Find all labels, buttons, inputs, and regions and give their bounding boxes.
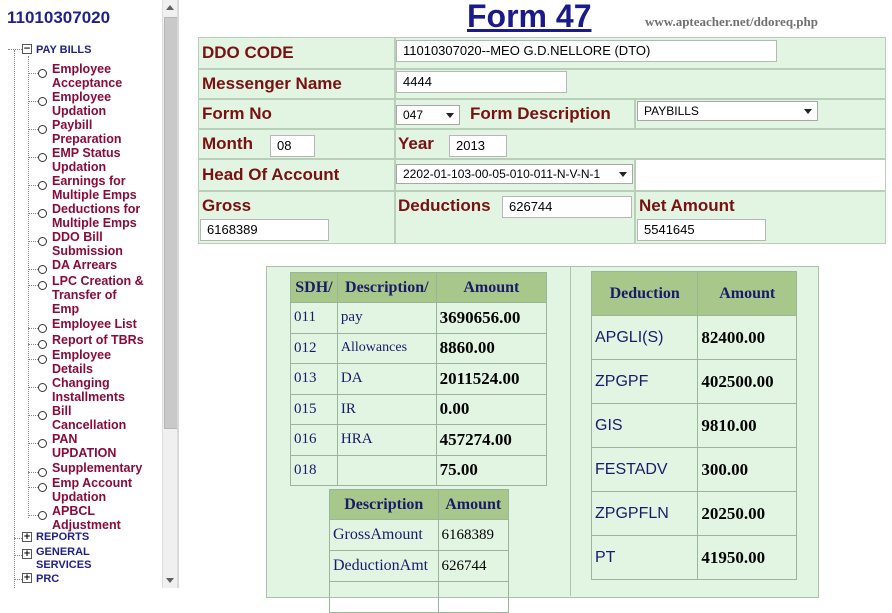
expand-general-services-icon[interactable]: + xyxy=(23,549,31,559)
form-description-label: Form Description xyxy=(470,104,611,123)
col-header-amount: Amount xyxy=(436,273,546,303)
col-header-deduction: Deduction xyxy=(592,272,698,316)
table-row: GrossAmount 6168389 xyxy=(330,520,509,551)
deductions-label: Deductions xyxy=(398,196,491,215)
bullet-icon xyxy=(38,125,47,134)
scroll-down-icon[interactable] xyxy=(166,578,174,583)
tree-line xyxy=(14,50,15,588)
table-row: DeductionAmt 626744 xyxy=(330,551,509,582)
net-amount-field[interactable]: 5541645 xyxy=(637,219,766,241)
bullet-icon xyxy=(38,439,47,448)
bullet-icon xyxy=(38,483,47,492)
form-no-select[interactable]: 047 xyxy=(396,105,460,125)
table-row: ZPGPF 402500.00 xyxy=(592,360,797,404)
table-row: 016 HRA 457274.00 xyxy=(291,425,547,456)
site-url: www.apteacher.net/ddoreq.php xyxy=(645,14,818,29)
tree-group-reports[interactable]: REPORTS xyxy=(36,531,90,543)
bullet-icon xyxy=(38,511,47,520)
table-row: ZPGPFLN 20250.00 xyxy=(592,492,797,536)
tree-branch xyxy=(14,579,22,580)
form-cell xyxy=(635,159,886,191)
chevron-down-icon xyxy=(619,172,627,177)
table-row: GIS 9810.00 xyxy=(592,404,797,448)
table-row: 018 75.00 xyxy=(291,455,547,486)
earnings-table xyxy=(290,272,547,486)
collapse-pay-bills-icon[interactable]: − xyxy=(23,44,31,54)
col-header-description: Description xyxy=(330,490,439,520)
month-label: Month xyxy=(202,134,253,153)
tree-branch xyxy=(14,555,22,556)
expand-prc-icon[interactable]: + xyxy=(23,573,31,583)
panel-divider xyxy=(570,266,571,596)
bullet-icon xyxy=(38,324,47,333)
col-header-sdh: SDH/ xyxy=(291,273,338,303)
tree-group-prc[interactable]: PRC xyxy=(36,573,60,585)
gross-label: Gross xyxy=(202,196,252,215)
table-row: 015 IR 0.00 xyxy=(291,394,547,425)
bullet-icon xyxy=(38,340,47,349)
deduction-table xyxy=(591,271,797,580)
ddo-code-field[interactable]: 11010307020--MEO G.D.NELLORE (DTO) xyxy=(396,40,777,62)
bullet-icon xyxy=(38,411,47,420)
tree-branch xyxy=(14,538,22,539)
year-label: Year xyxy=(398,134,434,153)
chevron-down-icon xyxy=(446,113,454,118)
col-header-amount: Amount xyxy=(438,490,508,520)
form-description-select[interactable]: PAYBILLS xyxy=(637,101,818,121)
bullet-icon xyxy=(38,281,47,290)
table-row: APGLI(S) 82400.00 xyxy=(592,316,797,360)
tree-group-general-services[interactable]: GENERAL SERVICES xyxy=(36,546,92,571)
year-field[interactable]: 2013 xyxy=(449,135,507,157)
month-field[interactable]: 08 xyxy=(270,135,315,157)
messenger-name-field[interactable]: 4444 xyxy=(396,71,567,93)
page-title: Form 47 xyxy=(467,0,592,34)
chevron-down-icon xyxy=(804,109,812,114)
tree-branch xyxy=(8,49,22,50)
table-row xyxy=(330,582,509,613)
expand-reports-icon[interactable]: + xyxy=(23,532,31,542)
bullet-icon xyxy=(38,97,47,106)
net-amount-label: Net Amount xyxy=(639,196,735,215)
tree-line xyxy=(28,56,29,518)
sidebar-scrollbar[interactable] xyxy=(162,0,178,588)
bullet-icon xyxy=(38,209,47,218)
bullet-icon xyxy=(38,69,47,78)
bullet-icon xyxy=(38,181,47,190)
bullet-icon xyxy=(38,153,47,162)
table-row: 011 pay 3690656.00 xyxy=(291,303,547,334)
frame-divider[interactable] xyxy=(177,0,179,588)
sidebar-ddo-code: 11010307020 xyxy=(7,8,111,27)
bullet-icon xyxy=(38,383,47,392)
head-of-account-select[interactable]: 2202-01-103-00-05-010-011-N-V-N-1 xyxy=(396,164,633,184)
col-header-description: Description/ xyxy=(337,273,436,303)
table-row: PT 41950.00 xyxy=(592,536,797,580)
scroll-up-icon[interactable] xyxy=(166,5,174,10)
bullet-icon xyxy=(38,468,47,477)
deductions-field[interactable]: 626744 xyxy=(502,196,632,218)
messenger-name-label: Messenger Name xyxy=(202,74,342,93)
summary-table xyxy=(329,489,509,613)
table-row: 013 DA 2011524.00 xyxy=(291,364,547,395)
form-no-label: Form No xyxy=(202,104,272,123)
sidebar: 11010307020 − PAY BILLS Employee Acceptance Employee Updation Paybill Preparation EMP Status Updation Earnings for Multiple Emps Deductions for Multiple Emps DDO Bill Submission DA Arrears LPC Creation & Transfer of Emp Employee List Report of TBRs Employee Details Changing Installments Bill Cancellation PAN UPDATION Supplementary Emp Account Updation APBCL Adjustment + REPORTS + GENERAL SERVICES + PRC xyxy=(0,0,162,588)
bullet-icon xyxy=(38,237,47,246)
scrollbar-thumb[interactable] xyxy=(164,17,178,429)
bullet-icon xyxy=(38,355,47,364)
ddo-code-label: DDO CODE xyxy=(202,43,294,62)
head-of-account-label: Head Of Account xyxy=(202,165,340,184)
table-row: FESTADV 300.00 xyxy=(592,448,797,492)
gross-field[interactable]: 6168389 xyxy=(200,219,329,241)
col-header-amount: Amount xyxy=(698,272,797,316)
tree-group-pay-bills[interactable]: PAY BILLS xyxy=(36,44,92,56)
bullet-icon xyxy=(38,265,47,274)
table-row: 012 Allowances 8860.00 xyxy=(291,333,547,364)
